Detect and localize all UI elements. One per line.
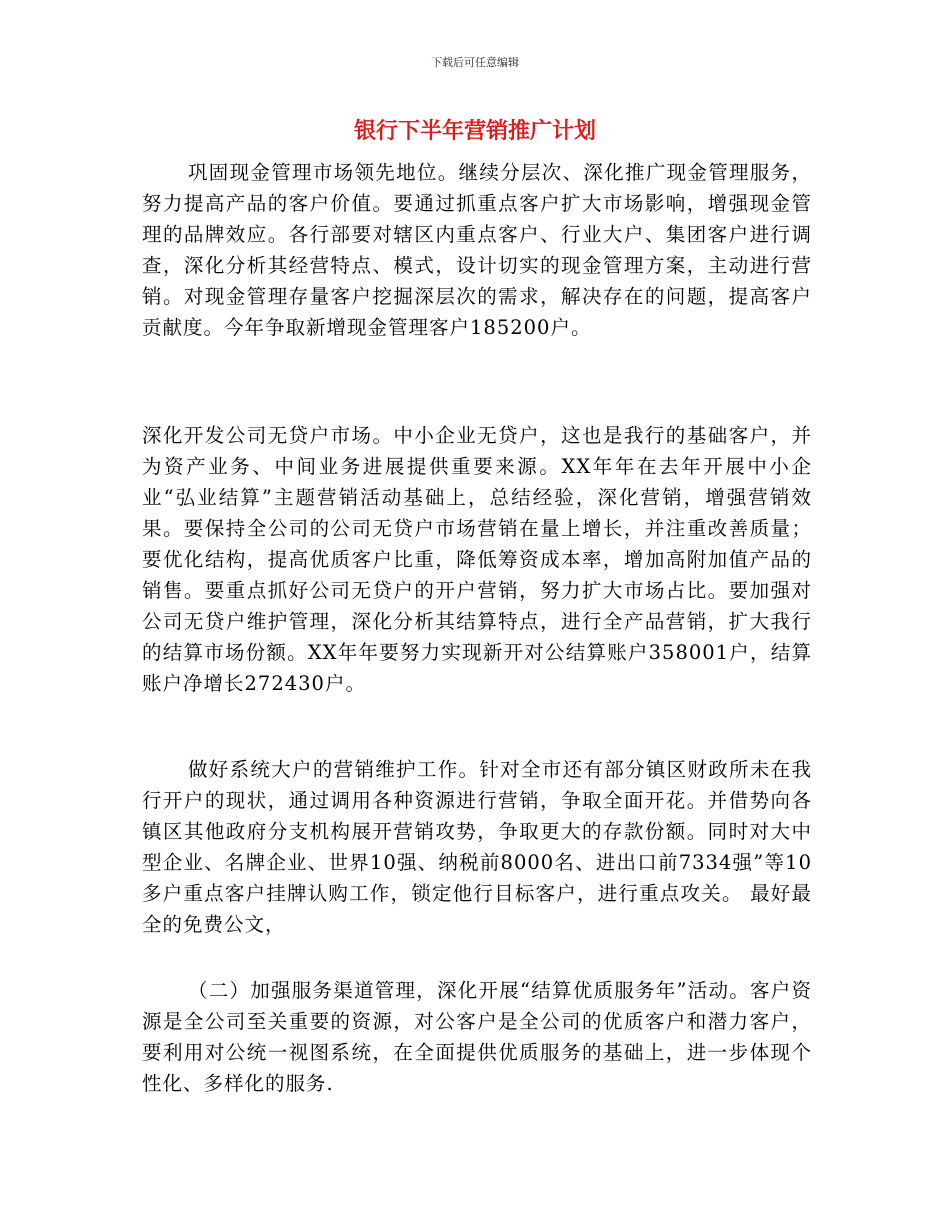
- document-title: 银行下半年营销推广计划: [353, 119, 596, 144]
- paragraph-cash-management: 巩固现金管理市场领先地位。继续分层次、深化推广现金管理服务，努力提高产品的客户价值。要通过抓重点客户扩大市场影响，增强现金管理的品牌效应。各行部要对辖区内重点客户、行业大户、集团客户进行调查，深化分析其经营特点、模式，设计切实的现金管理方案，主动进行营销。对现金管理存量客户挖掘深层次的需求，解决存在的问题，提高客户贡献度。今年争取新增现金管理客户185200户。: [142, 161, 812, 339]
- paragraph-no-loan-market: 深化开发公司无贷户市场。中小企业无贷户，这也是我行的基础客户，并为资产业务、中间业务进展提供重要来源。XX年年在去年开展中小企业“弘业结算”主题营销活动基础上，总结经验，深化营销，增强营销效果。要保持全公司的公司无贷户市场营销在量上增长，并注重改善质量；要优化结构，提高优质客户比重，降低筹资成本率，增加高附加值产品的销售。要重点抓好公司无贷户的开户营销，努力扩大市场占比。要加强对公司无贷户维护管理，深化分析其结算特点，进行全产品营销，扩大我行的结算市场份额。XX年年要努力实现新开对公结算账户358001户，结算账户净增长272430户。: [142, 424, 812, 695]
- paragraph-service-channels: （二）加强服务渠道管理，深化开展“结算优质服务年”活动。客户资源是全公司至关重要的资源，对公客户是全公司的优质客户和潜力客户，要利用对公统一视图系统，在全面提供优质服务的基础上，进一步体现个性化、多样化的服务.: [142, 979, 812, 1095]
- header-note: 下载后可任意编辑: [431, 56, 519, 69]
- paragraph-system-clients: 做好系统大户的营销维护工作。针对全市还有部分镇区财政所未在我行开户的现状，通过调用各种资源进行营销，争取全面开花。并借势向各镇区其他政府分支机构展开营销攻势，争取更大的存款份额。同时对大中型企业、名牌企业、世界10强、纳税前8000名、进出口前7334强”等10多户重点客户挂牌认购工作，锁定他行目标客户，进行重点攻关。 最好最全的免费公文，: [142, 758, 812, 936]
